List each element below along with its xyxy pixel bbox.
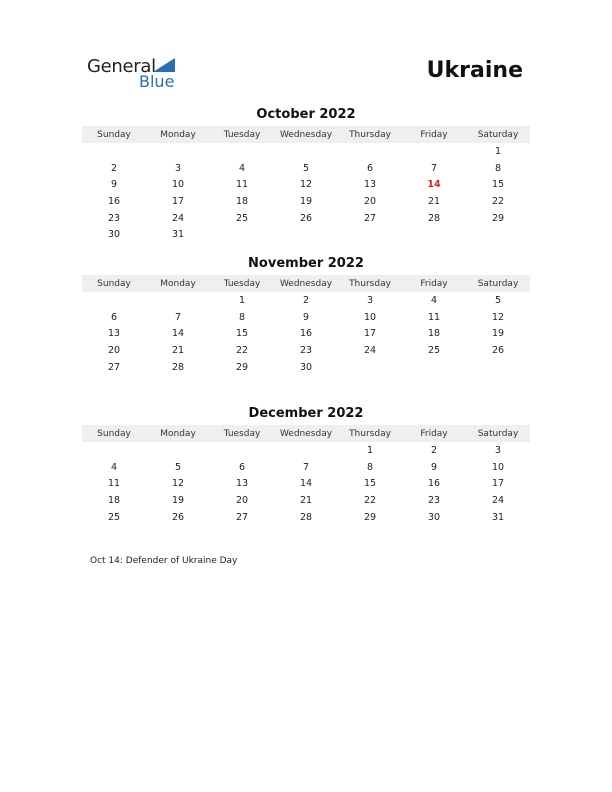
day-cell: 26	[491, 344, 505, 356]
day-cell: 29	[363, 511, 377, 523]
day-cell: 6	[110, 311, 118, 323]
day-cell: 12	[491, 311, 505, 323]
logo-triangle-icon	[153, 58, 175, 72]
weekday-header	[82, 275, 530, 292]
day-cell: 17	[491, 478, 505, 490]
day-cell: 30	[299, 361, 313, 373]
weekday-label: Friday	[420, 278, 448, 289]
weekday-label: Friday	[420, 129, 448, 140]
day-cell: 3	[494, 444, 502, 456]
day-cell: 2	[110, 162, 118, 174]
weekday-label: Thursday	[349, 428, 391, 439]
weekday-label: Sunday	[97, 428, 131, 439]
day-cell: 15	[491, 179, 505, 191]
day-cell: 24	[491, 494, 505, 506]
logo-text-general: General	[87, 56, 156, 77]
weekday-label: Friday	[420, 428, 448, 439]
day-cell: 11	[107, 478, 121, 490]
day-cell: 4	[238, 162, 246, 174]
day-cell: 4	[430, 294, 438, 306]
day-cell: 17	[171, 195, 185, 207]
day-cell: 20	[107, 344, 121, 356]
week-row	[82, 292, 530, 309]
month-title: November 2022	[248, 256, 364, 271]
day-cell: 15	[235, 328, 249, 340]
day-cell: 22	[491, 195, 505, 207]
week-row	[82, 342, 530, 359]
weekday-label: Monday	[160, 428, 196, 439]
day-cell: 2	[430, 444, 438, 456]
weekday-label: Sunday	[97, 278, 131, 289]
day-cell: 5	[494, 294, 502, 306]
country-title: Ukraine	[426, 58, 523, 83]
day-cell: 13	[235, 478, 249, 490]
weekday-label: Tuesday	[223, 278, 261, 289]
day-cell: 9	[302, 311, 310, 323]
week-row	[82, 475, 530, 492]
month-title: December 2022	[248, 406, 364, 421]
day-cell: 26	[171, 511, 185, 523]
day-cell: 19	[171, 494, 185, 506]
week-row	[82, 492, 530, 509]
weekday-header	[82, 425, 530, 442]
day-cell: 28	[171, 361, 185, 373]
day-cell: 21	[299, 494, 313, 506]
weekday-label: Wednesday	[279, 278, 333, 289]
month-title: October 2022	[256, 107, 356, 122]
day-cell: 28	[299, 511, 313, 523]
day-cell: 25	[107, 511, 121, 523]
day-cell: 30	[427, 511, 441, 523]
weekday-label: Tuesday	[223, 428, 261, 439]
day-cell: 21	[171, 344, 185, 356]
day-cell: 25	[427, 344, 441, 356]
generalblue-logo	[87, 56, 187, 92]
weekday-label: Tuesday	[223, 129, 261, 140]
day-cell: 17	[363, 328, 377, 340]
day-cell: 16	[299, 328, 313, 340]
holiday-note: Oct 14: Defender of Ukraine Day	[90, 556, 238, 566]
day-cell: 23	[107, 212, 121, 224]
week-row	[82, 143, 530, 160]
week-row	[82, 226, 530, 243]
day-cell: 10	[363, 311, 377, 323]
month-block	[82, 106, 530, 243]
day-cell: 8	[238, 311, 246, 323]
day-cell: 11	[235, 179, 249, 191]
day-cell: 13	[363, 179, 377, 191]
day-cell: 16	[427, 478, 441, 490]
day-cell: 31	[491, 511, 505, 523]
weekday-label: Sunday	[97, 129, 131, 140]
day-cell: 29	[491, 212, 505, 224]
day-cell: 1	[494, 145, 502, 157]
day-cell: 27	[363, 212, 377, 224]
day-cell: 24	[171, 212, 185, 224]
day-cell: 12	[299, 179, 313, 191]
weekday-label: Saturday	[477, 278, 519, 289]
day-cell: 28	[427, 212, 441, 224]
day-cell: 13	[107, 328, 121, 340]
day-cell: 15	[363, 478, 377, 490]
weekday-label: Thursday	[349, 129, 391, 140]
week-row	[82, 325, 530, 342]
day-cell: 29	[235, 361, 249, 373]
day-cell: 20	[235, 494, 249, 506]
day-cell: 19	[299, 195, 313, 207]
holiday-day-cell: 14	[427, 179, 441, 191]
day-cell: 3	[174, 162, 182, 174]
day-cell: 22	[235, 344, 249, 356]
week-row	[82, 176, 530, 193]
day-cell: 4	[110, 461, 118, 473]
weekday-header	[82, 126, 530, 143]
weekday-label: Saturday	[477, 428, 519, 439]
day-cell: 10	[171, 179, 185, 191]
day-cell: 20	[363, 195, 377, 207]
day-cell: 10	[491, 461, 505, 473]
day-cell: 3	[366, 294, 374, 306]
week-row	[82, 160, 530, 177]
week-row	[82, 193, 530, 210]
day-cell: 12	[171, 478, 185, 490]
day-cell: 14	[171, 328, 185, 340]
day-cell: 9	[430, 461, 438, 473]
day-cell: 24	[363, 344, 377, 356]
weekday-label: Saturday	[477, 129, 519, 140]
day-cell: 21	[427, 195, 441, 207]
holiday-notes	[90, 556, 237, 566]
week-row	[82, 210, 530, 227]
day-cell: 7	[174, 311, 182, 323]
day-cell: 7	[430, 162, 438, 174]
day-cell: 9	[110, 179, 118, 191]
day-cell: 18	[235, 195, 249, 207]
weekday-label: Monday	[160, 129, 196, 140]
day-cell: 25	[235, 212, 249, 224]
weekday-label: Wednesday	[279, 129, 333, 140]
day-cell: 8	[366, 461, 374, 473]
day-cell: 11	[427, 311, 441, 323]
day-cell: 7	[302, 461, 310, 473]
day-cell: 23	[427, 494, 441, 506]
week-row	[82, 359, 530, 376]
day-cell: 1	[238, 294, 246, 306]
weekday-label: Monday	[160, 278, 196, 289]
day-cell: 6	[366, 162, 374, 174]
day-cell: 6	[238, 461, 246, 473]
day-cell: 14	[299, 478, 313, 490]
week-row	[82, 509, 530, 526]
logo-text-blue: Blue	[139, 72, 175, 91]
day-cell: 2	[302, 294, 310, 306]
weekday-label: Thursday	[349, 278, 391, 289]
day-cell: 30	[107, 229, 121, 241]
day-cell: 5	[174, 461, 182, 473]
day-cell: 27	[235, 511, 249, 523]
day-cell: 8	[494, 162, 502, 174]
day-cell: 23	[299, 344, 313, 356]
week-row	[82, 309, 530, 326]
day-cell: 18	[427, 328, 441, 340]
day-cell: 5	[302, 162, 310, 174]
day-cell: 16	[107, 195, 121, 207]
day-cell: 18	[107, 494, 121, 506]
week-row	[82, 442, 530, 459]
day-cell: 1	[366, 444, 374, 456]
day-cell: 31	[171, 229, 185, 241]
day-cell: 27	[107, 361, 121, 373]
week-row	[82, 459, 530, 476]
day-cell: 19	[491, 328, 505, 340]
day-cell: 26	[299, 212, 313, 224]
month-block	[82, 255, 530, 375]
weekday-label: Wednesday	[279, 428, 333, 439]
month-block	[82, 405, 530, 525]
day-cell: 22	[363, 494, 377, 506]
